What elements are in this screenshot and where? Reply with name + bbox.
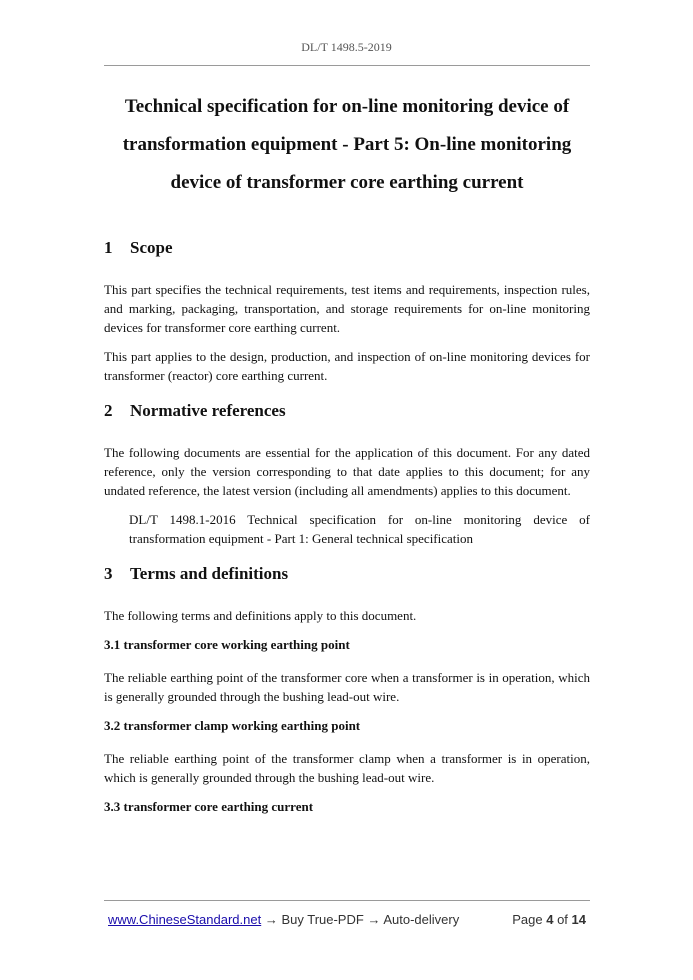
section-number: 3: [104, 564, 113, 583]
term-3-2-heading: 3.2 transformer clamp working earthing point: [104, 718, 361, 733]
page-footer: [108, 912, 590, 927]
term-3-3-heading: 3.3 transformer core earthing current: [104, 799, 314, 814]
section-number: 1: [104, 238, 113, 257]
arrow-right-icon: →: [367, 912, 381, 927]
running-header: DL/T 1498.5-2019: [301, 40, 392, 54]
terms-intro-paragraph: The following terms and definitions apply to this document.: [104, 608, 417, 623]
buy-pdf-link[interactable]: Buy True-PDF: [281, 912, 364, 927]
auto-delivery-text: Auto-delivery: [383, 912, 460, 927]
scope-paragraph-2: This part applies to the design, production, and inspection of on-line monitoring devices for transformer (reactor) core earthing current.: [104, 349, 590, 383]
section-title: Terms and definitions: [130, 564, 289, 583]
term-3-2-definition: The reliable earthing point of the transformer clamp when a transformer is in operation, which is generally grounded through the bushing lead-out wire.: [104, 751, 590, 785]
document-body: [104, 236, 590, 830]
title-line-2: transformation equipment - Part 5: On-line monitoring: [122, 134, 572, 155]
document-title: [104, 88, 590, 202]
page-label: Page: [512, 912, 543, 927]
page-indicator: [512, 912, 586, 927]
site-link[interactable]: www.ChineseStandard.net: [108, 912, 262, 927]
term-3-1-heading: 3.1 transformer core working earthing point: [104, 637, 350, 652]
section-2-heading: [104, 399, 590, 423]
page-number: 4: [546, 912, 554, 927]
section-title: Normative references: [130, 401, 286, 420]
title-line-3: device of transformer core earthing current: [170, 172, 524, 193]
header-rule: [104, 65, 590, 66]
scope-paragraph-1: This part specifies the technical requirements, test items and requirements, inspection rules, and marking, packaging, transportation, and storage requirements for on-line monitoring devices for transformer core earthing current.: [104, 282, 590, 335]
of-label: of: [557, 912, 568, 927]
arrow-right-icon: →: [264, 912, 278, 927]
footer-rule: [104, 900, 590, 901]
section-number: 2: [104, 401, 113, 420]
section-1-heading: [104, 236, 590, 260]
section-3-heading: [104, 562, 590, 586]
reference-item: DL/T 1498.1-2016 Technical specification for on-line monitoring device of transformation equipment - Part 1: General technical specification: [129, 512, 590, 546]
references-paragraph: The following documents are essential for the application of this document. For any dated reference, only the version corresponding to that date applies to this document; for any undated reference, the latest version (including all amendments) applies to this document.: [104, 445, 590, 498]
section-title: Scope: [130, 238, 173, 257]
title-line-1: Technical specification for on-line monitoring device of: [124, 96, 570, 117]
term-3-1-definition: The reliable earthing point of the transformer core when a transformer is in operation, which is generally grounded through the bushing lead-out wire.: [104, 670, 590, 704]
page-total: 14: [571, 912, 586, 927]
